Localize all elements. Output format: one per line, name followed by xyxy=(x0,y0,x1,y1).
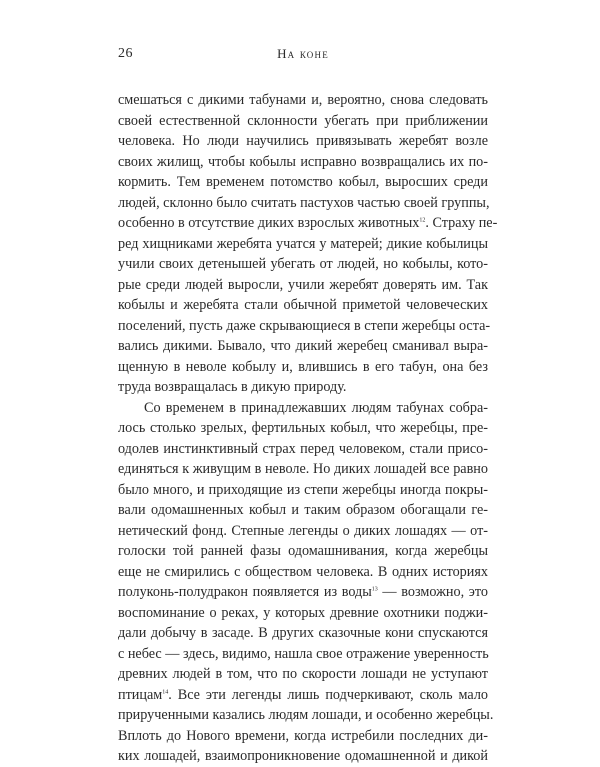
text-line xyxy=(118,172,488,193)
text-line xyxy=(118,541,488,562)
footnote-marker[interactable]: 14 xyxy=(162,688,169,695)
line-text: кормить. Тем временем потомство кобыл, выросших среди xyxy=(118,174,488,190)
line-text: Вплоть до Нового времени, когда истребили последних ди- xyxy=(118,727,488,744)
line-text: щенную в неволе кобылу и, влившись в его табун, она без xyxy=(118,358,488,375)
text-line xyxy=(118,213,498,234)
line-text: учили своих детенышей убегать от людей, но кобылы, кото- xyxy=(118,256,488,272)
text-line xyxy=(118,152,488,173)
line-text: своей естественной склонности убегать при приближении xyxy=(118,112,488,129)
line-text: полуконь-полудракон появляется из воды xyxy=(118,584,372,600)
text-line xyxy=(118,746,488,767)
footnote-marker[interactable]: 13 xyxy=(371,586,378,593)
line-text: лось столько зрелых, фертильных кобыл, что жеребцы, пре- xyxy=(118,420,488,436)
line-text: нетический фонд. Степные легенды о диких лошадях — от- xyxy=(118,522,488,539)
line-text-continued: . Все эти легенды лишь подчеркивают, сколь мало xyxy=(168,686,488,703)
text-line xyxy=(118,418,488,439)
text-line xyxy=(118,275,488,296)
line-text: птицам xyxy=(118,686,163,703)
text-line xyxy=(118,254,488,275)
text-line xyxy=(118,459,488,480)
text-line xyxy=(118,357,488,378)
line-text: труда возвращалась в дикую природу. xyxy=(118,379,347,395)
line-text: вали одомашненных кобыл и таким образом обогащали ге- xyxy=(118,502,488,518)
line-text: Со временем в принадлежавших людям табунах собра- xyxy=(144,399,488,416)
text-line xyxy=(118,500,488,521)
text-line xyxy=(118,377,488,398)
line-text: голоски той ранней фазы одомашнивания, когда жеребцы xyxy=(118,543,488,559)
line-text: единяться к живущим в неволе. Но диких лошадей все равно xyxy=(118,461,488,477)
text-line xyxy=(118,193,488,214)
line-text: с небес — здесь, видимо, нашла свое отражение уверенность xyxy=(118,645,489,662)
text-line xyxy=(118,336,488,357)
text-line xyxy=(118,623,488,644)
page-number: 26 xyxy=(118,46,133,61)
line-text: поселений, пусть даже скрывающиеся в степи жеребцы оста- xyxy=(118,317,491,334)
line-text-continued: — возможно, это xyxy=(377,584,488,600)
text-line xyxy=(118,582,488,603)
text-line xyxy=(118,90,488,111)
line-text: дали добычу в засаде. В других сказочные кони спускаются xyxy=(118,625,488,641)
line-text: кобылы и жеребята стали обычной приметой человеческих xyxy=(118,297,488,313)
text-line xyxy=(118,705,494,726)
paragraph xyxy=(118,398,494,767)
text-line xyxy=(118,295,488,316)
line-text: было много, и приходящие из степи жеребцы иногда покры- xyxy=(118,481,488,498)
text-line xyxy=(118,521,488,542)
footnote-marker[interactable]: 12 xyxy=(419,217,426,224)
line-text: смешаться с дикими табунами и, вероятно, снова следовать xyxy=(118,92,488,108)
line-text: древних людей в том, что по скорости лошади не уступают xyxy=(118,666,488,682)
text-line xyxy=(118,316,491,337)
text-line xyxy=(118,234,488,255)
line-text: прирученными казались людям лошади, и особенно жеребцы. xyxy=(118,707,494,723)
line-text: рые среди людей выросли, учили жеребят доверять им. Так xyxy=(118,276,488,293)
line-text: человека. Но люди научились привязывать жеребят возле xyxy=(118,133,488,149)
line-text: ких лошадей, взаимопроникновение одомашненной и дикой xyxy=(118,748,488,764)
text-line xyxy=(118,685,488,706)
line-text: людей, склонно было считать пастухов частью своей группы, xyxy=(118,194,490,211)
running-title: На коне xyxy=(277,46,329,61)
text-line xyxy=(118,439,488,460)
line-text: одолев инстинктивный страх перед человеком, стали присо- xyxy=(118,440,488,457)
line-text: своих жилищ, чтобы кобылы исправно возвращались их по- xyxy=(118,153,488,170)
text-line xyxy=(118,644,488,665)
line-text: особенно в отсутствие диких взрослых животных xyxy=(118,215,420,231)
line-text: воспоминание о реках, у которых древние охотники поджи- xyxy=(118,604,488,621)
text-line xyxy=(118,398,488,419)
page-header xyxy=(118,46,488,66)
text-line xyxy=(118,562,488,583)
text-line xyxy=(118,131,488,152)
text-line xyxy=(118,111,488,132)
line-text-continued: . Страху пе- xyxy=(425,215,498,231)
line-text: еще не смирились с обществом человека. В одних историях xyxy=(118,563,488,580)
text-line xyxy=(118,664,488,685)
line-text: ред хищниками жеребята учатся у матерей; дикие кобылицы xyxy=(118,235,488,252)
text-line xyxy=(118,480,488,501)
paragraph xyxy=(118,90,498,398)
text-line xyxy=(118,726,488,747)
text-line xyxy=(118,603,488,624)
body-text xyxy=(118,90,498,767)
line-text: вались дикими. Бывало, что дикий жеребец сманивал выра- xyxy=(118,338,488,354)
